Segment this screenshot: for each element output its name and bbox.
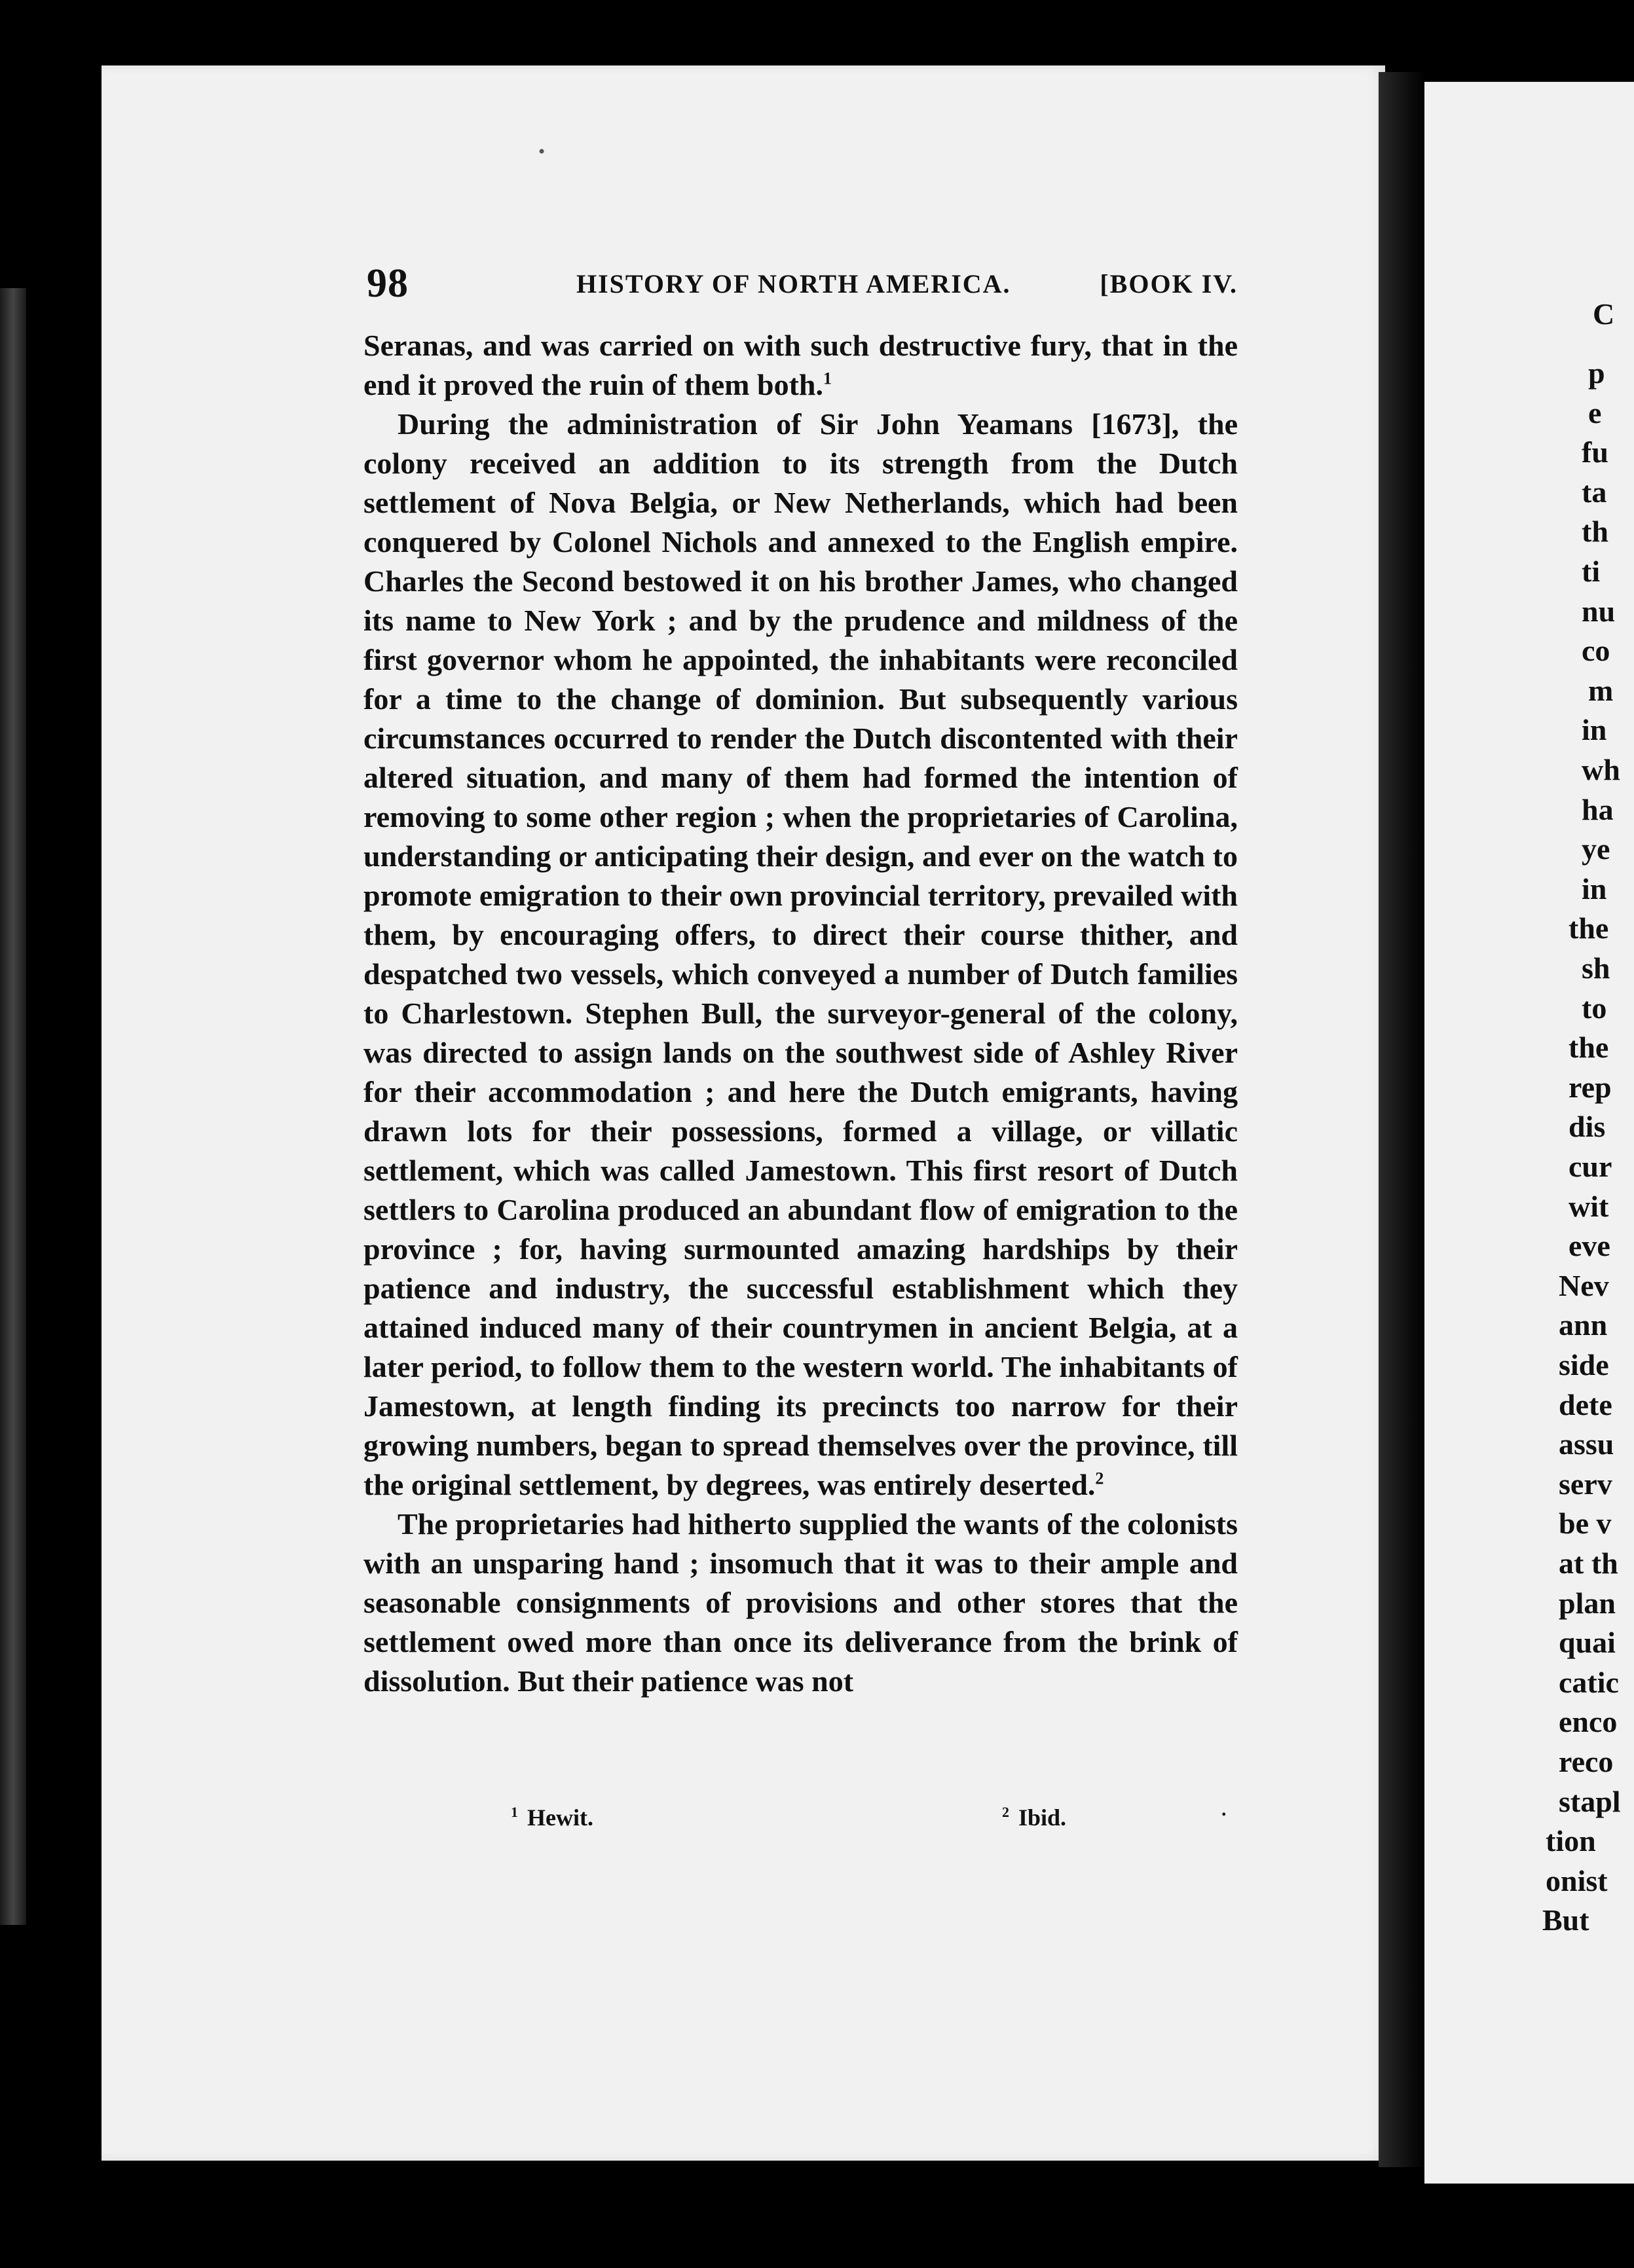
facing-page-line-fragment: ye [1582, 832, 1610, 866]
facing-page-line-fragment: quai [1559, 1626, 1616, 1660]
facing-page-line-fragment: sh [1582, 951, 1610, 985]
facing-page-line-fragment: enco [1559, 1705, 1618, 1739]
facing-page-line-fragment: ti [1582, 555, 1601, 588]
facing-page-line-fragment: onist [1546, 1863, 1608, 1897]
facing-page-line-fragment: serv [1559, 1467, 1612, 1501]
facing-page-line-fragment: rep [1569, 1070, 1612, 1104]
facing-page-line-fragment: tion [1546, 1824, 1596, 1858]
footnote-ref-2: 2 [1095, 1469, 1104, 1488]
facing-page-line-fragment: catic [1559, 1665, 1619, 1699]
facing-page-line-fragment: m [1588, 673, 1614, 707]
facing-page-line-fragment: the [1569, 1031, 1609, 1065]
facing-page-line-fragment: fu [1582, 435, 1608, 469]
facing-page-line-fragment: wit [1569, 1189, 1609, 1223]
footnote-2-text: Ibid. [1018, 1804, 1067, 1831]
facing-page-line-fragment: dis [1569, 1110, 1606, 1144]
facing-page-line-fragment: th [1582, 515, 1608, 549]
facing-page-line-fragment: p [1588, 356, 1605, 390]
paragraph-3 [363, 1505, 1238, 1701]
facing-page-line-fragment: in [1582, 713, 1607, 747]
facing-page-line-fragment: at th [1559, 1546, 1618, 1580]
facing-page-line-fragment: to [1582, 991, 1607, 1025]
body-text [363, 326, 1238, 1701]
paragraph-3-text: The proprietaries had hitherto supplied the wants of the colonists with an unsparing hand ; insomuch that it was to their ample and seasonable consignments of provisions and other stores that the settlement owed more than once its deliverance from the brink of dissolution. But their patience was not [363, 1507, 1238, 1698]
facing-page-line-fragment: eve [1569, 1229, 1610, 1263]
facing-page-line-fragment: C [1593, 297, 1615, 331]
footnote-1-text: Hewit. [527, 1804, 593, 1831]
facing-page-line-fragment: ann [1559, 1308, 1608, 1342]
facing-page-line-fragment: stapl [1559, 1784, 1621, 1818]
facing-page-line-fragment: ha [1582, 792, 1614, 826]
running-head [367, 261, 1238, 306]
left-binding-edge [0, 288, 26, 1925]
footnote-1 [511, 1804, 593, 1831]
paragraph-1-text: Seranas, and was carried on with such destructive fury, that in the end it proved the ruin of them both. [363, 329, 1238, 401]
book-gutter [1379, 72, 1424, 2167]
running-title: HISTORY OF NORTH AMERICA. [576, 269, 1011, 299]
facing-page-line-fragment: co [1582, 634, 1610, 668]
footnote-ref-1: 1 [823, 369, 832, 388]
paragraph-1 [363, 326, 1238, 405]
facing-page-line-fragment: nu [1582, 594, 1616, 628]
facing-page-line-fragment: Nev [1559, 1268, 1609, 1302]
footnote-1-mark: 1 [511, 1804, 518, 1820]
footnotes [363, 1799, 1238, 1843]
facing-page-line-fragment: wh [1582, 753, 1620, 786]
facing-page-line-fragment: ta [1582, 475, 1607, 509]
facing-page-line-fragment: be v [1559, 1507, 1612, 1541]
facing-page-line-fragment: reco [1559, 1745, 1614, 1778]
page-number: 98 [367, 261, 409, 306]
page-speck: • [537, 143, 547, 161]
facing-page-line-fragment: But [1542, 1903, 1589, 1937]
facing-page-line-fragment: assu [1559, 1427, 1614, 1461]
footnote-speck: . [1221, 1799, 1227, 1820]
facing-page-line-fragment: plan [1559, 1586, 1616, 1620]
paragraph-2 [363, 405, 1238, 1505]
footnote-2 [1002, 1804, 1066, 1831]
facing-page-line-fragment: in [1582, 871, 1607, 905]
facing-page-line-fragment: e [1588, 395, 1602, 430]
facing-page-line-fragment: dete [1559, 1387, 1612, 1421]
facing-page-line-fragment: side [1559, 1348, 1609, 1381]
facing-page-line-fragment: the [1569, 911, 1609, 945]
book-section: [BOOK IV. [1100, 269, 1238, 299]
facing-page-line-fragment: cur [1569, 1150, 1612, 1183]
paragraph-2-text: During the administration of Sir John Yeamans [1673], the colony received an addition to its strength from the Dutch settlement of Nova Belgia, or New Netherlands, which had been conquered by Colonel Nichols and annexed to the English empire. Charles the Second bestowed it on his brother James, who changed its name to New York ; and by the prudence and mildness of the first governor whom he appointed, the inhabitants were reconciled for a time to the change of dominion. But subsequently various circumstances occurred to render the Dutch discontented with their altered situation, and many of them had formed the intention of removing to some other region ; when the proprietaries of Carolina, understanding or anticipating their design, and ever on the watch to promote emigration to their own provincial territory, prevailed with them, by encouraging offers, to direct their course thither, and despatched two vessels, which conveyed a number of Dutch families to Charlestown. Stephen Bull, the surveyor-general of the colony, was directed to assign lands on the southwest side of Ashley River for their accommodation ; and here the Dutch emigrants, having drawn lots for their possessions, formed a village, or villatic settlement, which was called Jamestown. This first resort of Dutch settlers to Carolina produced an abundant flow of emigration to the province ; for, having surmounted amazing hardships by their patience and industry, the successful establishment which they attained induced many of their countrymen in ancient Belgia, at a later period, to follow them to the western world. The inhabitants of Jamestown, at length finding its precincts too narrow for their growing numbers, began to spread themselves over the province, till the original settlement, by degrees, was entirely deserted. [363, 407, 1238, 1501]
footnote-2-mark: 2 [1002, 1804, 1009, 1820]
